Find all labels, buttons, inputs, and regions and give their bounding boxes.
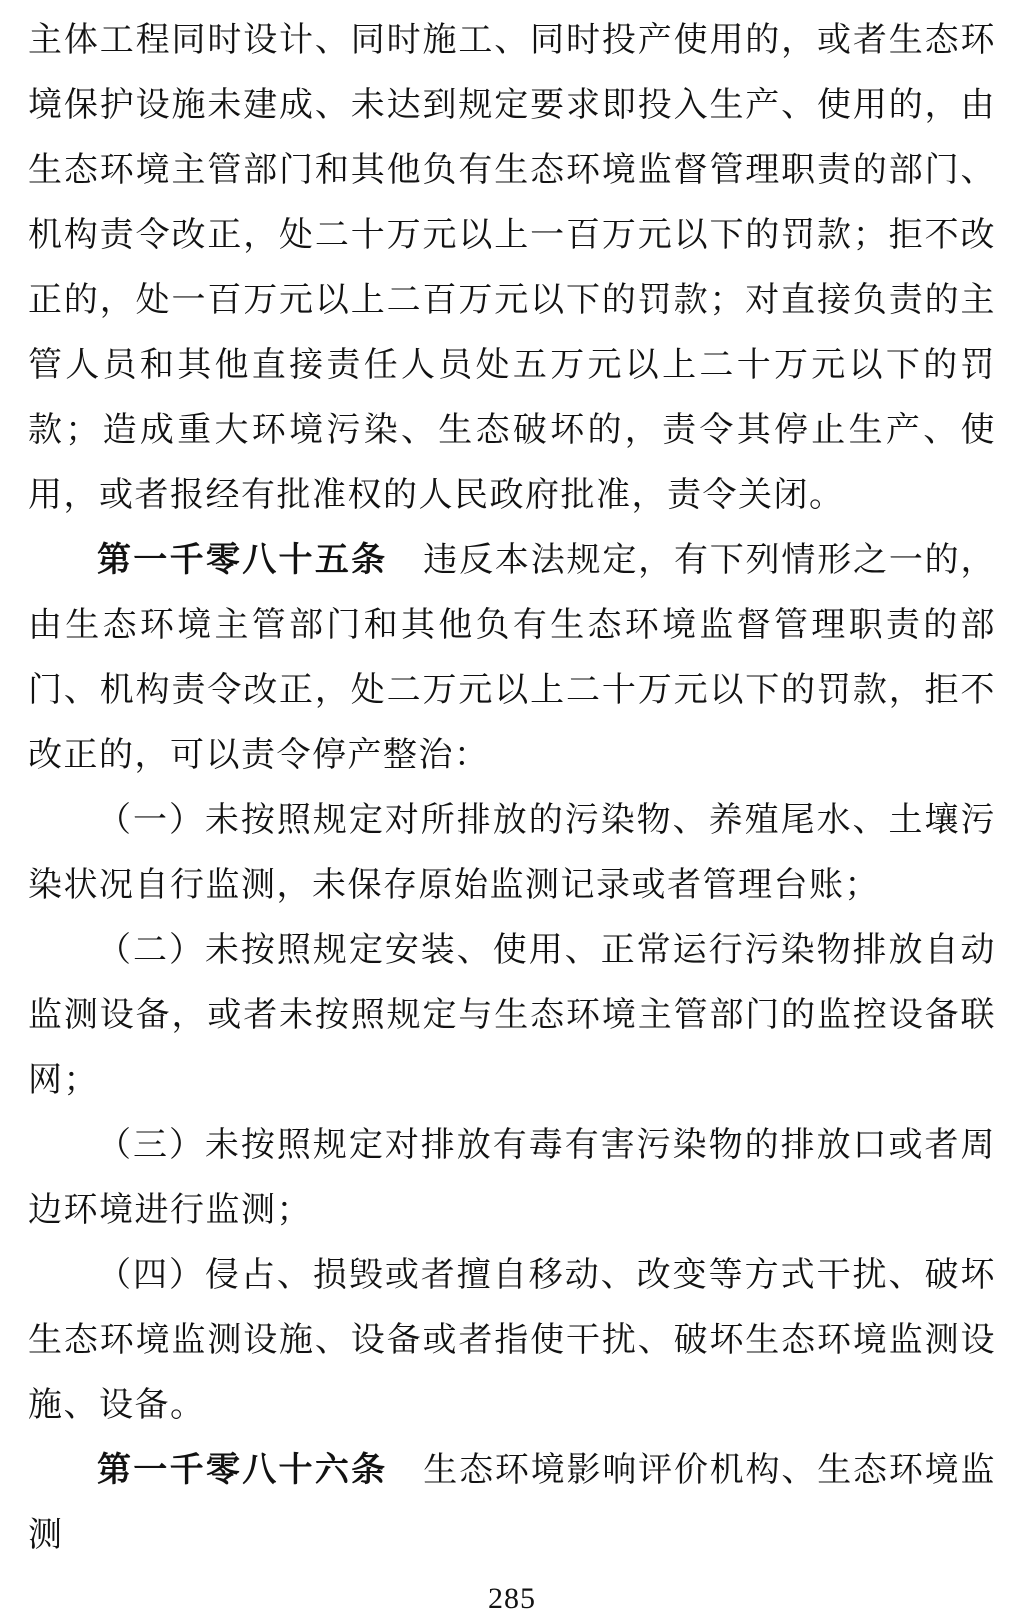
paragraph-text: 生态环境影响评价机构、生态环境监测 bbox=[28, 1452, 996, 1554]
page-footer bbox=[28, 1582, 996, 1616]
paragraph bbox=[28, 528, 996, 788]
paragraph bbox=[28, 788, 996, 918]
article-number: 第一千零八十六条 bbox=[97, 1451, 388, 1489]
paragraph-text: （四）侵占、损毁或者擅自移动、改变等方式干扰、破坏生态环境监测设施、设备或者指使干扰、破坏生态环境监测设施、设备。 bbox=[28, 1257, 996, 1424]
paragraph bbox=[28, 918, 996, 1113]
page-number: 285 bbox=[488, 1582, 536, 1615]
paragraph bbox=[28, 1243, 996, 1438]
paragraph bbox=[28, 1438, 996, 1568]
paragraph bbox=[28, 1113, 996, 1243]
paragraph-text: 主体工程同时设计、同时施工、同时投产使用的，或者生态环境保护设施未建成、未达到规定要求即投入生产、使用的，由生态环境主管部门和其他负有生态环境监督管理职责的部门、机构责令改正，处二十万元以上一百万元以下的罚款；拒不改正的，处一百万元以上二百万元以下的罚款；对直接负责的主管人员和其他直接责任人员处五万元以上二十万元以下的罚款；造成重大环境污染、生态破坏的，责令其停止生产、使用，或者报经有批准权的人民政府批准，责令关闭。 bbox=[28, 22, 996, 514]
paragraph-text: 违反本法规定，有下列情形之一的，由生态环境主管部门和其他负有生态环境监督管理职责的部门、机构责令改正，处二万元以上二十万元以下的罚款，拒不改正的，可以责令停产整治： bbox=[28, 542, 996, 774]
document-body bbox=[28, 8, 996, 1568]
article-number: 第一千零八十五条 bbox=[97, 541, 388, 579]
paragraph-text: （一）未按照规定对所排放的污染物、养殖尾水、土壤污染状况自行监测，未保存原始监测记录或者管理台账； bbox=[28, 802, 996, 904]
paragraph bbox=[28, 8, 996, 528]
paragraph-text: （二）未按照规定安装、使用、正常运行污染物排放自动监测设备，或者未按照规定与生态环境主管部门的监控设备联网； bbox=[28, 932, 996, 1099]
paragraph-text: （三）未按照规定对排放有毒有害污染物的排放口或者周边环境进行监测； bbox=[28, 1127, 996, 1229]
